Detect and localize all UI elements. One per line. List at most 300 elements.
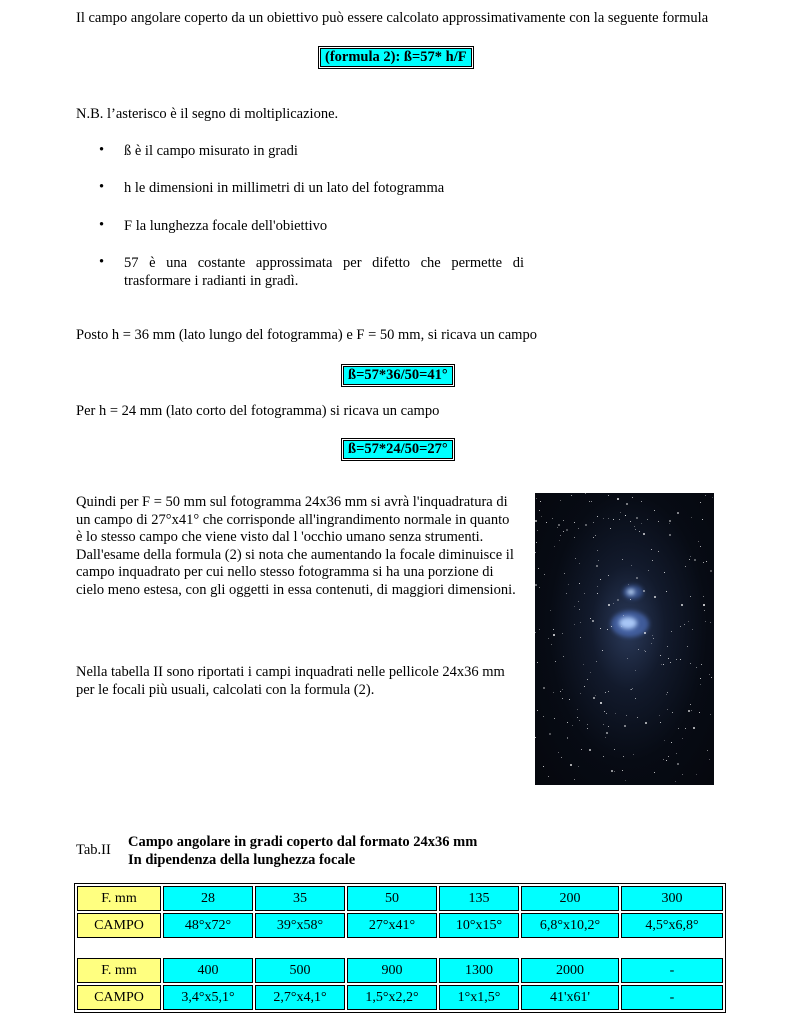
- table-label: Tab.II: [76, 842, 111, 858]
- star: [611, 626, 612, 627]
- star: [638, 649, 639, 650]
- star: [543, 716, 544, 717]
- star: [677, 512, 679, 514]
- table-cell: 300: [621, 886, 723, 911]
- star: [553, 692, 554, 693]
- star: [544, 574, 545, 575]
- star: [570, 764, 572, 766]
- star: [700, 502, 701, 503]
- star: [567, 738, 568, 739]
- star: [602, 650, 603, 651]
- star: [554, 718, 555, 719]
- star: [690, 663, 691, 664]
- orion-nebula-photo: [535, 493, 714, 785]
- table-title-line-2: In dipendenza della lunghezza focale: [128, 852, 356, 868]
- star: [639, 531, 640, 532]
- table-cell: 2000: [521, 958, 619, 983]
- star: [553, 634, 555, 636]
- star: [698, 541, 699, 542]
- star: [543, 766, 544, 767]
- table-row-field-1: [77, 913, 723, 938]
- star: [600, 628, 601, 629]
- star: [539, 587, 540, 588]
- star: [630, 599, 631, 600]
- table-cell: 41'x61': [521, 985, 619, 1010]
- table-cell: 500: [255, 958, 345, 983]
- star: [709, 759, 710, 760]
- star: [613, 519, 614, 520]
- star: [550, 610, 551, 611]
- bullet-icon: •: [99, 142, 105, 158]
- star: [536, 498, 537, 499]
- star: [579, 583, 580, 584]
- star: [690, 556, 691, 557]
- formula-2-label: (formula 2): [325, 49, 396, 65]
- star: [566, 529, 568, 531]
- spacer-cell: [77, 940, 723, 956]
- star: [677, 763, 679, 765]
- star: [574, 779, 575, 780]
- bullet-icon: •: [99, 179, 105, 195]
- star: [590, 672, 591, 673]
- star: [622, 559, 623, 560]
- row-header-field: CAMPO: [77, 913, 161, 938]
- star: [711, 677, 712, 678]
- star: [614, 771, 615, 772]
- star: [691, 710, 692, 711]
- star: [580, 637, 581, 638]
- list-item-text: 57 è una costante approssimata per difetto che permette di trasformare i radianti in gradì.: [124, 255, 524, 289]
- star: [691, 517, 692, 518]
- star: [635, 529, 636, 530]
- star: [660, 655, 661, 656]
- star: [563, 520, 564, 521]
- star: [574, 522, 575, 523]
- star: [651, 643, 652, 644]
- star: [653, 638, 654, 639]
- star: [696, 667, 697, 668]
- star: [538, 568, 539, 569]
- star: [548, 638, 549, 639]
- star: [647, 519, 648, 520]
- star: [571, 495, 572, 496]
- row-header-focal: F. mm: [77, 958, 161, 983]
- table-row-field-2: [77, 985, 723, 1010]
- star: [610, 528, 611, 529]
- star: [667, 646, 668, 647]
- star: [658, 551, 659, 552]
- star: [575, 558, 576, 559]
- star: [543, 687, 545, 689]
- bullet-icon: •: [99, 217, 105, 233]
- star: [561, 757, 562, 758]
- star: [557, 527, 558, 528]
- star: [578, 601, 579, 602]
- star: [667, 692, 668, 693]
- star: [552, 518, 553, 519]
- star: [535, 552, 536, 553]
- star: [685, 728, 686, 729]
- table-cell: 400: [163, 958, 253, 983]
- star: [672, 712, 673, 713]
- table-cell: 1,5°x2,2°: [347, 985, 437, 1010]
- star: [615, 713, 616, 714]
- star: [666, 760, 667, 761]
- star: [553, 629, 554, 630]
- star: [537, 710, 538, 711]
- star: [593, 537, 594, 538]
- explanation-paragraph: Quindi per F = 50 mm sul fotogramma 24x36 mm si avrà l'inquadratura di un campo di 27°x41° che corrisponde all'ingrandimento normale in quanto è lo stesso campo che viene visto dal l 'occhio umano senza strumenti. Dall'esame della formula (2) si nota che aumentando la focale diminuisce il campo inquadrato per cui nello stesso fotogramma si ha una porzione di cielo meno estesa, con gli oggetti in essa contenuti, di maggiori dimensioni.: [76, 494, 516, 598]
- star: [584, 686, 585, 687]
- table-cell: 35: [255, 886, 345, 911]
- star: [658, 521, 659, 522]
- star: [634, 526, 635, 527]
- star: [663, 759, 664, 760]
- star: [666, 591, 667, 592]
- table-cell: 28: [163, 886, 253, 911]
- star: [585, 524, 587, 526]
- table-cell: 4,5°x6,8°: [621, 913, 723, 938]
- star: [600, 579, 601, 580]
- star: [560, 535, 561, 536]
- calc-box-short-side: [343, 440, 453, 459]
- star: [597, 550, 598, 551]
- star: [597, 516, 598, 517]
- star: [589, 501, 590, 502]
- table-cell: 135: [439, 886, 519, 911]
- star: [560, 500, 561, 501]
- star: [703, 596, 704, 597]
- star: [562, 698, 563, 699]
- star: [652, 560, 653, 561]
- star: [685, 566, 686, 567]
- star: [676, 753, 677, 754]
- star: [706, 561, 707, 562]
- star: [625, 515, 626, 516]
- table-reference-paragraph: Nella tabella II sono riportati i campi inquadrati nelle pellicole 24x36 mm per le focali più usuali, calcolati con la formula (2).: [76, 664, 505, 698]
- list-item-text: h le dimensioni in millimetri di un lato del fotogramma: [124, 180, 445, 196]
- star: [567, 722, 568, 723]
- star: [568, 584, 569, 585]
- table-cell: 1°x1,5°: [439, 985, 519, 1010]
- star: [631, 689, 632, 690]
- star: [583, 664, 584, 665]
- star: [617, 599, 619, 601]
- star: [671, 631, 672, 632]
- star: [572, 725, 573, 726]
- bullet-icon: •: [99, 254, 105, 270]
- table-row-focal-1: [77, 886, 723, 911]
- star: [664, 740, 665, 741]
- star: [535, 584, 537, 586]
- star: [659, 715, 660, 716]
- star: [689, 559, 690, 560]
- star: [597, 593, 598, 594]
- star: [555, 661, 556, 662]
- star: [569, 699, 570, 700]
- star: [563, 656, 564, 657]
- star: [541, 516, 542, 517]
- star: [608, 518, 609, 519]
- star: [643, 590, 645, 592]
- star: [663, 664, 664, 665]
- star: [645, 722, 647, 724]
- star: [671, 742, 672, 743]
- star: [705, 495, 706, 496]
- star: [605, 737, 606, 738]
- star: [580, 693, 581, 694]
- star: [584, 593, 585, 594]
- star: [701, 664, 702, 665]
- star: [680, 626, 681, 627]
- star: [537, 662, 538, 663]
- star: [579, 609, 580, 610]
- star: [592, 620, 594, 622]
- star: [605, 692, 606, 693]
- star: [564, 573, 565, 574]
- star: [682, 738, 683, 739]
- row-header-field: CAMPO: [77, 985, 161, 1010]
- star: [700, 546, 701, 547]
- star: [587, 679, 588, 680]
- list-item-text: ß è il campo misurato in gradi: [124, 143, 298, 159]
- star: [654, 510, 655, 511]
- star: [603, 724, 604, 725]
- per-h-text: Per h = 24 mm (lato corto del fotogramma) si ricava un campo: [76, 403, 440, 419]
- star: [603, 518, 604, 519]
- star: [681, 604, 683, 606]
- star: [535, 632, 536, 633]
- star: [668, 658, 669, 659]
- star: [654, 596, 656, 598]
- star: [703, 604, 705, 606]
- table-cell: 50: [347, 886, 437, 911]
- table-cell: 200: [521, 886, 619, 911]
- star: [637, 717, 638, 718]
- table-spacer-row: [77, 940, 723, 956]
- calc-expression: ß=57*24/50=27°: [348, 441, 448, 457]
- star: [710, 622, 711, 623]
- star: [632, 497, 633, 498]
- star: [641, 501, 642, 502]
- star: [702, 519, 703, 520]
- star: [692, 629, 693, 630]
- star: [595, 695, 596, 696]
- star: [608, 495, 609, 496]
- star: [558, 752, 559, 753]
- table-title-line-1: Campo angolare in gradi coperto dal formato 24x36 mm: [128, 834, 478, 850]
- star: [563, 531, 564, 532]
- star: [566, 593, 567, 594]
- star: [680, 659, 681, 660]
- star: [660, 722, 661, 723]
- star: [608, 575, 609, 576]
- star: [636, 577, 638, 579]
- star: [607, 629, 608, 630]
- star: [631, 565, 632, 566]
- table-row-focal-2: [77, 958, 723, 983]
- table-cell: 6,8°x10,2°: [521, 913, 619, 938]
- table-cell: 10°x15°: [439, 913, 519, 938]
- star: [613, 603, 614, 604]
- star: [688, 710, 690, 712]
- star: [587, 728, 588, 729]
- list-item-text: F la lunghezza focale dell'obiettivo: [124, 218, 328, 234]
- star: [536, 542, 537, 543]
- star: [678, 728, 679, 729]
- star: [537, 530, 538, 531]
- star: [574, 537, 575, 538]
- star: [574, 624, 575, 625]
- star: [690, 596, 691, 597]
- star: [630, 521, 631, 522]
- star: [560, 691, 561, 692]
- star: [690, 704, 691, 705]
- star: [705, 621, 706, 622]
- star: [661, 664, 662, 665]
- star: [651, 549, 652, 550]
- star: [551, 644, 552, 645]
- star: [600, 702, 602, 704]
- star: [540, 501, 541, 502]
- star: [704, 610, 705, 611]
- star: [577, 717, 578, 718]
- table-cell: 3,4°x5,1°: [163, 985, 253, 1010]
- star: [562, 689, 563, 690]
- star: [654, 772, 655, 773]
- star: [670, 662, 671, 663]
- star: [603, 756, 604, 757]
- star: [608, 726, 609, 727]
- star: [580, 622, 581, 623]
- star: [645, 651, 646, 652]
- star: [623, 756, 624, 757]
- star: [664, 572, 665, 573]
- formula-2-expression: : ß=57* h/F: [395, 49, 467, 65]
- posto-text: Posto h = 36 mm (lato lungo del fotogramma) e F = 50 mm, si ricava un campo: [76, 327, 537, 343]
- star: [620, 512, 621, 513]
- star: [693, 727, 695, 729]
- star: [617, 498, 619, 500]
- star: [641, 523, 642, 524]
- star: [675, 781, 676, 782]
- star: [598, 560, 599, 561]
- table-cell: -: [621, 958, 723, 983]
- table-cell: 48°x72°: [163, 913, 253, 938]
- table-cell: 1300: [439, 958, 519, 983]
- star: [574, 606, 575, 607]
- star: [624, 725, 626, 727]
- table-cell: 39°x58°: [255, 913, 345, 938]
- star: [684, 624, 685, 625]
- star: [591, 501, 592, 502]
- star: [546, 522, 547, 523]
- star: [627, 658, 628, 659]
- star: [668, 756, 669, 757]
- star: [687, 646, 688, 647]
- star: [712, 497, 713, 498]
- star: [596, 565, 598, 567]
- star: [608, 691, 609, 692]
- intro-text: Il campo angolare coperto da un obiettivo può essere calcolato approssimativamente con la seguente formula: [76, 10, 709, 26]
- star: [579, 563, 580, 564]
- star: [700, 678, 701, 679]
- star: [669, 520, 671, 522]
- row-header-focal: F. mm: [77, 886, 161, 911]
- star: [666, 694, 667, 695]
- star: [694, 559, 696, 561]
- star: [595, 535, 596, 536]
- star: [604, 711, 605, 712]
- star: [611, 770, 613, 772]
- star: [559, 540, 560, 541]
- table-cell: 900: [347, 958, 437, 983]
- star: [703, 562, 704, 563]
- star: [667, 709, 668, 710]
- star: [710, 570, 712, 572]
- star: [632, 688, 633, 689]
- focal-field-table: [74, 883, 726, 1013]
- star: [636, 517, 638, 519]
- star: [554, 546, 555, 547]
- star: [593, 697, 595, 699]
- star: [622, 770, 623, 771]
- star: [577, 709, 578, 710]
- star: [682, 774, 683, 775]
- formula-2-box: [320, 48, 472, 67]
- star: [578, 766, 579, 767]
- star: [669, 534, 671, 536]
- star: [628, 584, 629, 585]
- star: [688, 621, 689, 622]
- star: [707, 750, 708, 751]
- star: [585, 493, 586, 494]
- star: [709, 674, 710, 675]
- star: [619, 519, 620, 520]
- star: [593, 522, 594, 523]
- star: [635, 670, 636, 671]
- star: [589, 749, 591, 751]
- star: [579, 720, 580, 721]
- star: [635, 698, 636, 699]
- star: [549, 733, 551, 735]
- star: [606, 732, 608, 734]
- star: [587, 724, 588, 725]
- star: [539, 510, 540, 511]
- star: [548, 776, 549, 777]
- nb-note: N.B. l’asterisco è il segno di moltiplicazione.: [76, 106, 339, 122]
- star: [539, 629, 540, 630]
- star: [596, 661, 597, 662]
- star: [578, 528, 579, 529]
- star: [597, 586, 598, 587]
- star: [562, 633, 563, 634]
- star: [676, 659, 677, 660]
- star: [590, 618, 591, 619]
- star: [614, 749, 615, 750]
- table-cell: -: [621, 985, 723, 1010]
- calc-expression: ß=57*36/50=41°: [348, 367, 448, 383]
- star: [581, 749, 582, 750]
- star: [710, 714, 711, 715]
- star: [643, 533, 645, 535]
- star: [626, 715, 627, 716]
- table-cell: 2,7°x4,1°: [255, 985, 345, 1010]
- star: [621, 626, 622, 627]
- star: [633, 754, 634, 755]
- calc-box-long-side: [343, 366, 453, 385]
- star: [652, 635, 653, 636]
